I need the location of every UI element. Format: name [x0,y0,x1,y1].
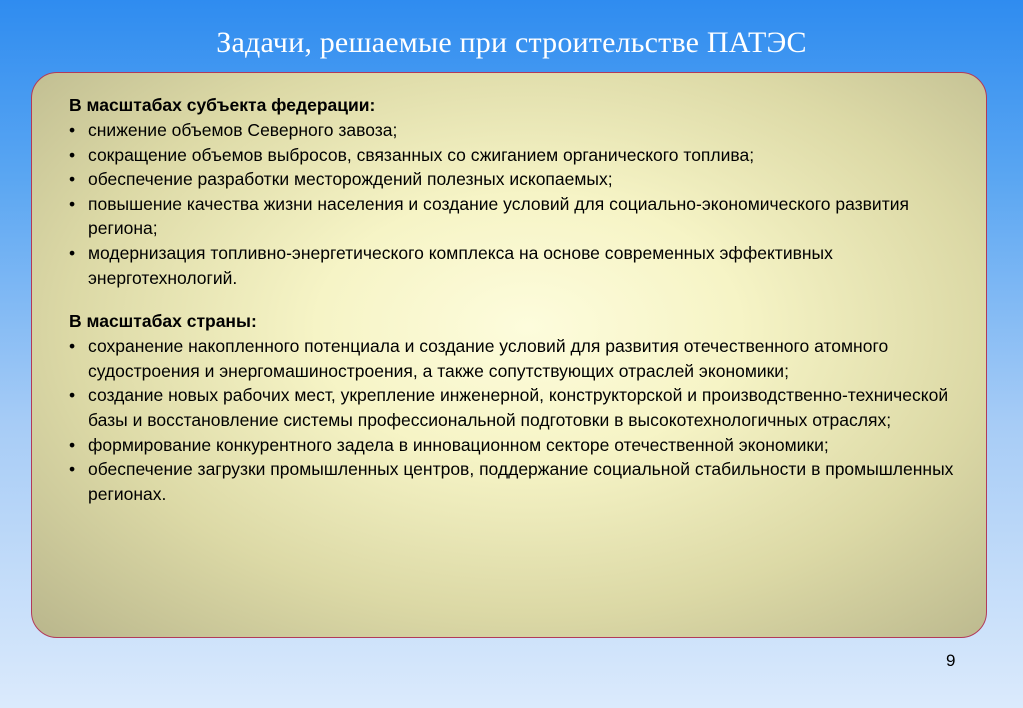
bullet-icon: • [69,385,76,406]
section-heading-region: В масштабах субъекта федерации: [69,95,376,115]
bullet-icon: • [69,120,76,140]
list-item-text: сохранение накопленного потенциала и создание условий для развития отечественного атомного судостроения и энергомашиностроения, а также сопутствующих отраслей экономики; [88,336,889,381]
bullet-icon: • [69,144,76,165]
bullet-icon: • [69,459,76,480]
bullet-icon: • [69,336,76,357]
bullet-icon: • [69,193,76,214]
list-item [69,167,966,192]
page-number: 9 [946,651,956,670]
list-item-text: повышение качества жизни населения и создание условий для социально-экономического развития региона; [88,193,909,239]
list-item [69,118,966,143]
list-item [69,457,966,506]
list-item-text: сокращение объемов выбросов, связанных со сжиганием органического топлива; [88,144,755,165]
bullet-list-country [69,334,966,506]
list-item [69,192,966,241]
bullet-icon: • [69,169,76,190]
bullet-list-region [69,118,966,290]
list-item [69,383,966,432]
list-item-text: обеспечение загрузки промышленных центров, поддержание социальной стабильности в промышленных регионах. [88,459,954,504]
list-item [69,241,966,290]
list-item-text: обеспечение разработки месторождений полезных ископаемых; [88,169,613,190]
slide-title: Задачи, решаемые при строительстве ПАТЭС [216,26,807,59]
list-item-text: формирование конкурентного задела в инновационном секторе отечественной экономики; [88,434,829,455]
section-heading-country: В масштабах страны: [69,311,257,332]
bullet-icon: • [69,242,76,263]
list-item-text: модернизация топливно-энергетического комплекса на основе современных эффективных энерготехнологий. [88,242,833,288]
list-item [69,433,966,458]
list-item [69,143,966,168]
list-item [69,334,966,383]
list-item-text: создание новых рабочих мест, укрепление инженерной, конструкторской и производственно-технической базы и восстановление системы профессиональной подготовки в высокотехнологичных отраслях; [88,385,949,430]
content-panel [31,72,987,638]
list-item-text: снижение объемов Северного завоза; [88,120,398,140]
bullet-icon: • [69,434,76,455]
